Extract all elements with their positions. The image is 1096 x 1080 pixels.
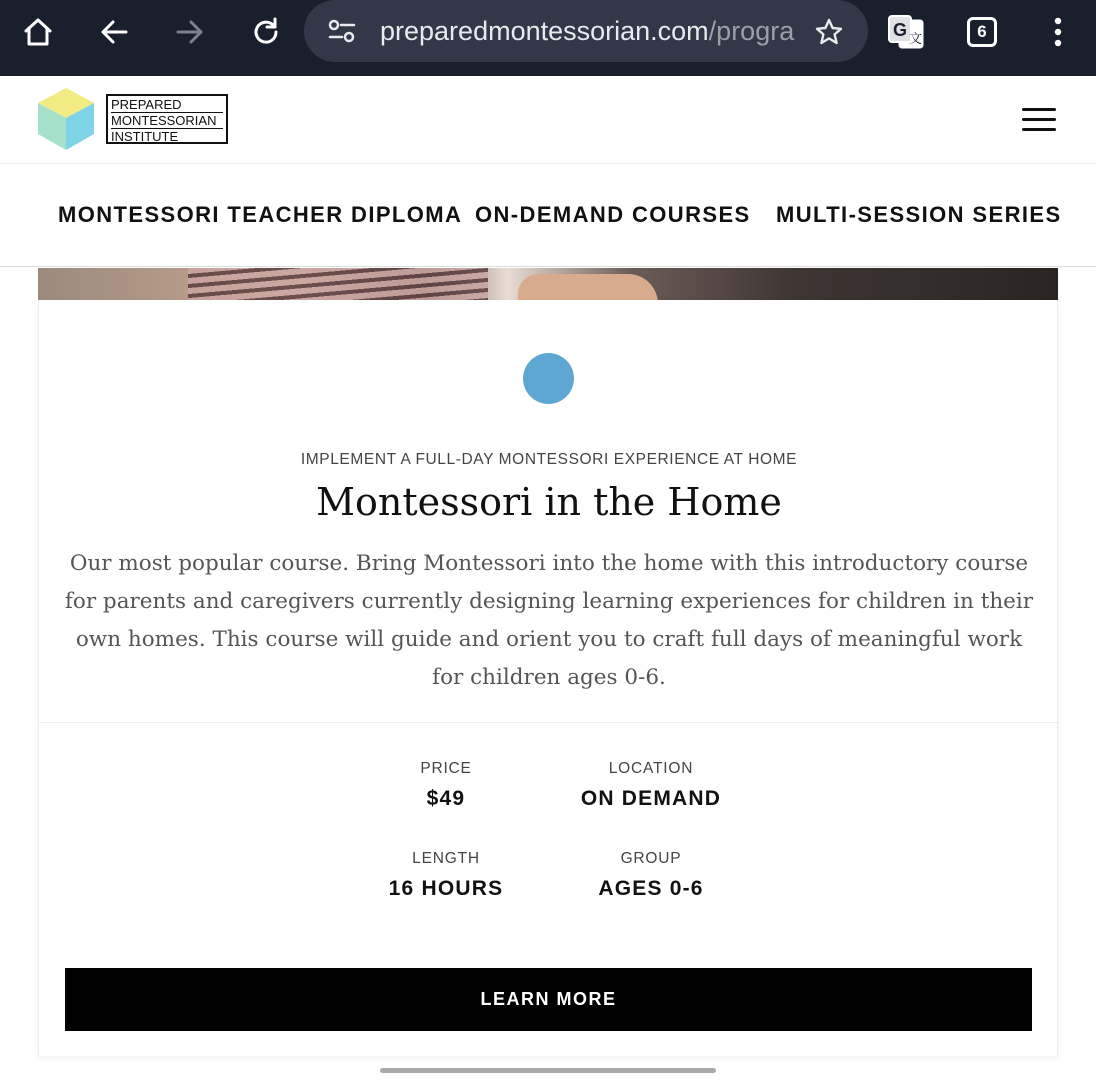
logo-line: PREPARED: [111, 97, 223, 113]
reload-button[interactable]: [236, 8, 296, 56]
gesture-home-indicator[interactable]: [380, 1068, 716, 1073]
location-detail: [551, 760, 751, 811]
course-eyebrow: IMPLEMENT A FULL-DAY MONTESSORI EXPERIENCE AT HOME: [300, 451, 798, 468]
price-detail: [361, 760, 531, 811]
nav-teacher-diploma[interactable]: MONTESSORI TEACHER DIPLOMA: [58, 202, 463, 227]
learn-more-button[interactable]: LEARN MORE: [65, 968, 1032, 1031]
divider: [39, 722, 1059, 723]
group-label: GROUP: [620, 850, 682, 867]
nav-multi-session-series[interactable]: MULTI-SESSION SERIES: [776, 202, 1062, 227]
logo-line: INSTITUTE: [111, 129, 179, 144]
price-value: $49: [426, 787, 466, 810]
length-detail: [361, 850, 531, 901]
tab-count: 6: [977, 22, 987, 41]
back-button[interactable]: [84, 8, 144, 56]
group-value: AGES 0-6: [598, 877, 704, 900]
course-card: [38, 300, 1058, 1056]
back-icon: [98, 16, 130, 48]
logo-wordmark[interactable]: [106, 94, 228, 144]
svg-text:G: G: [893, 20, 908, 40]
more-menu-button[interactable]: [1028, 8, 1088, 56]
more-menu-icon: [1054, 17, 1062, 47]
tabs-button[interactable]: [952, 8, 1012, 56]
home-button[interactable]: [8, 8, 68, 56]
logo-cube-icon[interactable]: [36, 86, 96, 152]
nav-on-demand-courses[interactable]: ON-DEMAND COURSES: [475, 202, 751, 227]
course-hero-image: [38, 268, 1058, 300]
browser-toolbar: [0, 0, 1096, 76]
length-label: LENGTH: [412, 850, 480, 867]
hamburger-menu-icon[interactable]: [1022, 108, 1056, 132]
price-label: PRICE: [420, 760, 472, 777]
course-description: Our most popular course. Bring Montessori into the home with this introductory course for parents and caregivers currently designing learning experiences for children in their own homes. This course will guide and orient you to craft full days of meaningful work for children ages 0-6.: [64, 551, 1034, 690]
address-bar[interactable]: [304, 0, 868, 62]
location-value: ON DEMAND: [580, 787, 722, 810]
forward-icon: [174, 16, 206, 48]
tabs-icon: [967, 17, 997, 47]
translate-icon: [887, 14, 925, 50]
site-header: [0, 76, 1096, 164]
reload-icon: [250, 16, 282, 48]
logo-line: MONTESSORIAN: [111, 113, 223, 129]
site-settings-icon[interactable]: [328, 18, 356, 44]
location-label: LOCATION: [608, 760, 694, 777]
group-detail: [551, 850, 751, 901]
svg-text:文: 文: [909, 31, 923, 46]
home-icon: [21, 15, 55, 49]
url-text: preparedmontessorian.com/progra: [380, 16, 795, 46]
forward-button[interactable]: [160, 8, 220, 56]
bookmark-star-icon[interactable]: [814, 17, 844, 47]
translate-button[interactable]: [876, 8, 936, 56]
course-title: Montessori in the Home: [316, 480, 782, 524]
course-color-dot: [523, 353, 574, 404]
length-value: 16 HOURS: [388, 877, 504, 900]
course-category-nav: [0, 165, 1096, 267]
